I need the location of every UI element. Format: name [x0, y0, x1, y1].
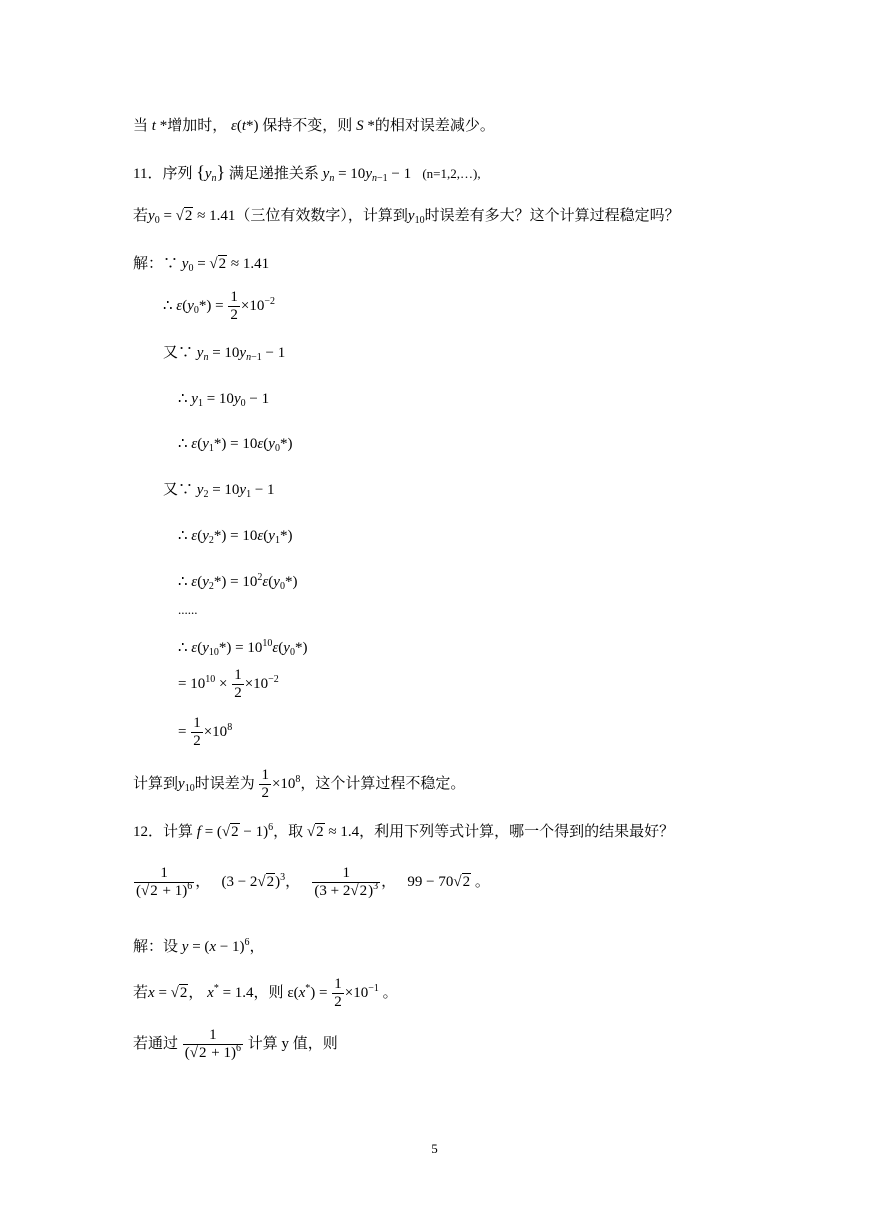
text: 当: [133, 118, 149, 134]
fraction-half: $\frac{1}{2}$: [193, 715, 201, 749]
problem-11-question: 若$y_0 = √2 \approx 1.41$（三位有效数字），计算到$y_{10}$时误差有多大？这个计算过程稳定吗？: [133, 208, 680, 226]
option-2: $(3 - 2√2)^3$: [221, 872, 286, 891]
solution-line-11: = $\frac{1}{2}$ $\times 10^8$: [178, 715, 233, 749]
fraction-half: $\frac{1}{2}$: [230, 289, 238, 323]
solution-line-7: ∴ $\varepsilon(y_2*) = 10\varepsilon(y_1*)$: [178, 528, 293, 546]
solution-line-4: ∴ $y_1 = 10y_0 - 1$: [178, 391, 270, 409]
page-number: 5: [431, 1141, 438, 1156]
solution-12-line-2: 若x = √2， x* = 1.4，则 ε(x*) = $\frac{1}{2}$ $\times 10^{-1}$ 。: [133, 976, 398, 1010]
solution-line-2: ∴ $\varepsilon(y_0*)$ = $\frac{1}{2}$ $\times 10^{-2}$: [163, 289, 275, 323]
solution-line-10: = $10^{10}$ × $\frac{1}{2}$ $\times 10^{-2}$: [178, 667, 279, 701]
solution-line-1: 解：∵ $y_0 = √2 \approx 1.41$: [133, 256, 270, 274]
fraction-half: $\frac{1}{2}$: [334, 976, 342, 1010]
option-1: $\frac{1}{(√2 + 1)^6}$: [136, 865, 193, 899]
solution-line-5: ∴ $\varepsilon(y_1*) = 10\varepsilon(y_0*)$: [178, 436, 293, 454]
ellipsis: ......: [178, 602, 198, 617]
problem-12-statement: 12．计算 $f = (√2 - 1)^6$，取 √2 ≈ 1.4，利用下列等式计算，哪一个得到的结果最好？: [133, 822, 675, 840]
solution-line-6: 又∵ $y_2 = 10y_1 - 1$: [163, 482, 275, 500]
line-relative-error: 当 t *增加时， ε(t*) 保持不变，则 S *的相对误差减少。: [133, 118, 495, 134]
fraction-half: $\frac{1}{2}$: [261, 767, 269, 801]
problem-12-options: $\frac{1}{(√2 + 1)^6}$ ， $(3 - 2√2)^3$， $\frac{1}{(3 + 2√2)^3}$ ， 99 − 70√2 。: [136, 865, 490, 899]
option-3: $\frac{1}{(3 + 2√2)^3}$: [314, 865, 379, 899]
option-4: 99 − 70√2: [407, 874, 471, 891]
solution-12-line-3: 若通过 $\frac{1}{(√2 + 1)^6}$ 计算 y 值，则: [133, 1027, 338, 1061]
solution-line-8: ∴ $\varepsilon(y_2*) = 10^2\varepsilon(y_0*)$: [178, 572, 298, 592]
fraction-expression: $\frac{1}{(√2 + 1)^6}$: [184, 1027, 241, 1061]
solution-line-3: 又∵ $y_n = 10y_{n-1} - 1$: [163, 345, 286, 363]
solution-12-line-1: 解：设 $y = (x - 1)^6$，: [133, 937, 265, 955]
conclusion: 计算到$y_{10}$时误差为 $\frac{1}{2}$ $\times 10^8$，这个计算过程不稳定。: [133, 767, 466, 801]
problem-11-statement: 11．序列 $\{y_n\}$ 满足递推关系 $y_n = 10y_{n-1} - 1$ (n=1,2,…),: [133, 162, 481, 184]
solution-line-9: ∴ $\varepsilon(y_{10}*) = 10^{10}\varepsilon(y_0*)$: [178, 638, 308, 658]
fraction-half: $\frac{1}{2}$: [234, 667, 242, 701]
